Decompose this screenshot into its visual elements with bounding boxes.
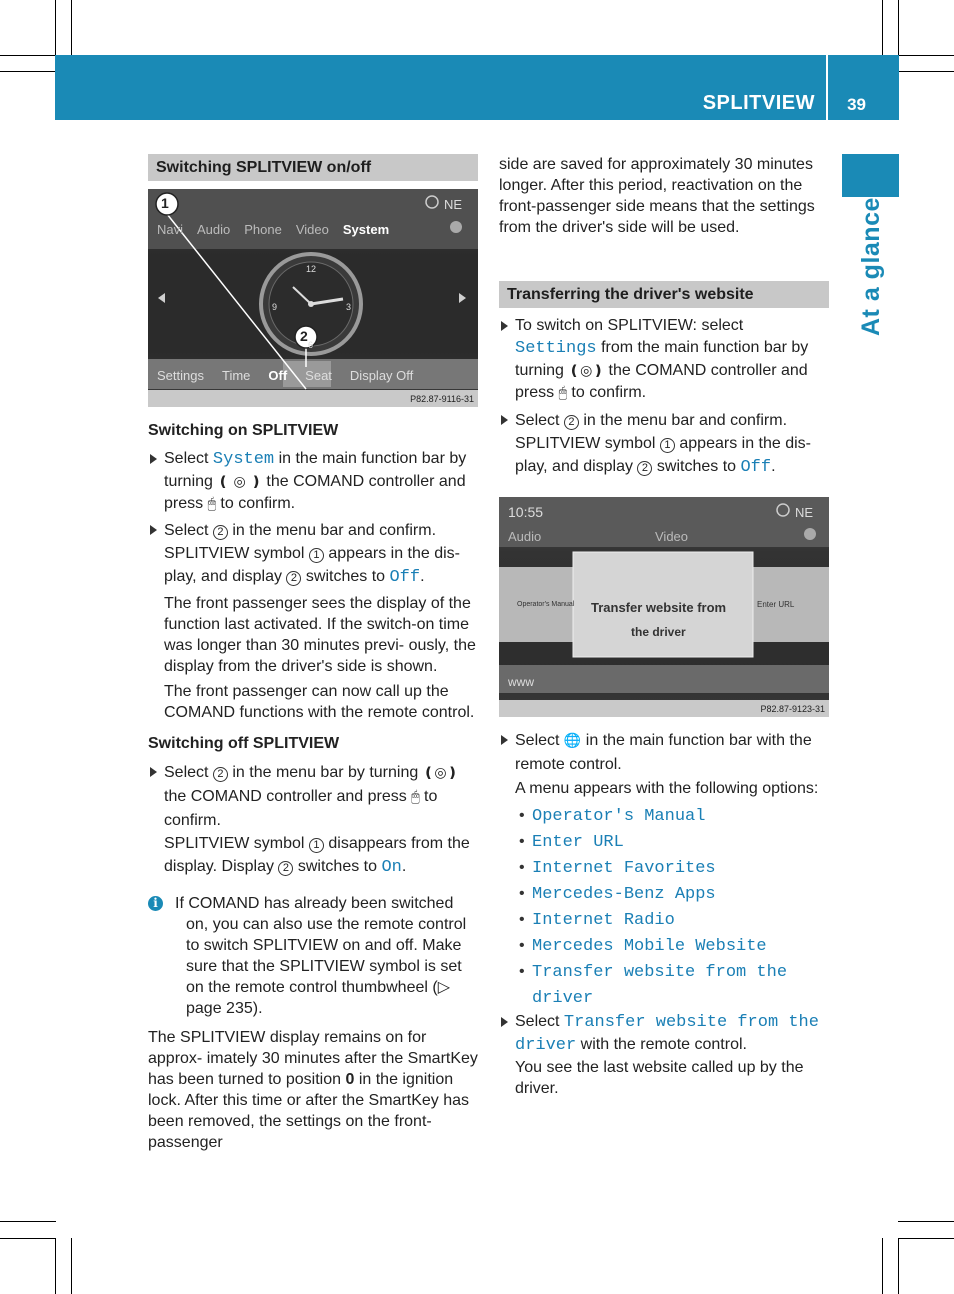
dial-number: 6 bbox=[308, 340, 314, 350]
crop-mark bbox=[898, 1221, 954, 1222]
menu-code: Settings bbox=[515, 339, 597, 358]
menu-code: Off bbox=[740, 458, 772, 477]
text: . bbox=[401, 858, 407, 875]
callout-number: 2 bbox=[213, 767, 228, 782]
crop-mark bbox=[0, 55, 56, 56]
text: disappears from the display. Display bbox=[164, 835, 470, 875]
press-icon: 🖱 bbox=[558, 385, 567, 401]
option-item bbox=[519, 803, 829, 829]
text: the COMAND controller and press bbox=[515, 362, 808, 401]
callout-number: 1 bbox=[309, 838, 324, 853]
fig-status: NE bbox=[795, 505, 814, 520]
crop-mark bbox=[0, 1221, 56, 1222]
fig-callout: 1 bbox=[161, 195, 169, 211]
fig-time: 10:55 bbox=[508, 504, 544, 520]
crop-mark bbox=[898, 0, 899, 56]
fig-center-text: the driver bbox=[631, 625, 686, 639]
subhead-on: Switching on SPLITVIEW bbox=[148, 422, 339, 439]
option-label: Internet Favorites bbox=[532, 859, 716, 878]
option-label: Mercedes Mobile Website bbox=[532, 937, 767, 956]
fig-menu-item: Display Off bbox=[349, 368, 414, 383]
step bbox=[148, 519, 478, 589]
text: Select bbox=[515, 1013, 564, 1030]
callout-number: 1 bbox=[309, 548, 324, 563]
text: To switch on SPLITVIEW: select bbox=[515, 317, 744, 334]
left-column bbox=[148, 154, 478, 1153]
crop-mark bbox=[882, 1238, 883, 1294]
crop-mark bbox=[71, 1238, 72, 1294]
step bbox=[148, 448, 478, 515]
text: switches to bbox=[293, 858, 382, 875]
fig-tab: System bbox=[342, 222, 390, 237]
text: in the ignition lock. After this time or after the SmartKey has been removed, the settings on the front-passenger bbox=[148, 1071, 470, 1151]
side-label: At a glance bbox=[857, 197, 885, 336]
figure-code: P82.87-9116-31 bbox=[410, 394, 474, 404]
paragraph: You see the last website called up by the driver. bbox=[515, 1059, 804, 1097]
option-label: Transfer website from the driver bbox=[532, 963, 788, 1008]
fig-menu-item: Time bbox=[221, 368, 251, 383]
text: in the menu bar and confirm. bbox=[227, 522, 437, 539]
option-label: Mercedes-Benz Apps bbox=[532, 885, 716, 904]
text: from the main function bar by turning bbox=[515, 339, 809, 379]
controller-icon: ❪◎❫ bbox=[568, 363, 605, 379]
fig-status: NE bbox=[444, 197, 463, 212]
option-label: Internet Radio bbox=[532, 911, 675, 930]
paragraph: A menu appears with the following options: bbox=[515, 780, 819, 797]
fig-bottom-text: www bbox=[508, 675, 534, 689]
paragraph: The front passenger can now call up the COMAND functions with the remote control. bbox=[164, 683, 475, 721]
menu-code: Off bbox=[389, 568, 421, 587]
paragraph: The front passenger sees the display of the function last activated. If the switch-on time was longer than 30 minutes previ- ously, the display from the driver's side is shown. bbox=[164, 595, 476, 675]
section-title: Switching SPLITVIEW on/off bbox=[148, 154, 478, 181]
fig-menu-item: Off bbox=[268, 368, 288, 383]
text: Select bbox=[515, 732, 564, 749]
text: Select bbox=[515, 412, 564, 429]
dial-number: 12 bbox=[306, 264, 317, 274]
subhead-off: Switching off SPLITVIEW bbox=[148, 735, 340, 752]
text: SPLITVIEW symbol bbox=[515, 435, 660, 452]
crop-mark bbox=[0, 1238, 56, 1239]
fig-menu bbox=[157, 365, 413, 386]
header-title: SPLITVIEW bbox=[702, 92, 815, 114]
fig-menu-item: Settings bbox=[157, 368, 204, 383]
text: switches to bbox=[652, 458, 741, 475]
controller-icon: ❪ ◎ ❫ bbox=[217, 474, 262, 490]
text: to confirm. bbox=[164, 788, 438, 829]
text: the COMAND controller and press bbox=[164, 473, 466, 512]
fig-card: Enter URL bbox=[757, 600, 795, 609]
fig-tab: Navi bbox=[157, 222, 184, 237]
callout-number: 1 bbox=[660, 438, 675, 453]
fig-tab: Audio bbox=[197, 222, 231, 237]
info-text: If COMAND has already been switched on, you can also use the remote control to switch SPLITVIEW on and off. Make sure that the SPLITVIEW symbol is set on the remote control thumbwheel (▷ page 235). bbox=[175, 895, 467, 1017]
crop-mark bbox=[55, 1238, 56, 1294]
option-item bbox=[519, 959, 829, 1011]
fig-tab: Phone bbox=[244, 222, 282, 237]
press-icon: 🖱 bbox=[207, 496, 216, 512]
step bbox=[499, 315, 829, 404]
callout-number: 2 bbox=[278, 861, 293, 876]
text: Select bbox=[164, 522, 213, 539]
text: SPLITVIEW symbol bbox=[164, 545, 309, 562]
figure-code: P82.87-9123-31 bbox=[760, 704, 825, 714]
text: in the main function bar with the remote control. bbox=[515, 732, 812, 773]
text: in the main function bar by turning bbox=[164, 450, 467, 490]
side-tab bbox=[842, 154, 899, 197]
crop-mark bbox=[55, 0, 56, 56]
text: . bbox=[771, 458, 776, 475]
text: with the remote control. bbox=[576, 1036, 747, 1053]
fig-menu-item: Seat bbox=[305, 368, 332, 383]
option-item bbox=[519, 881, 829, 907]
step bbox=[499, 1011, 829, 1057]
crop-mark bbox=[898, 1238, 954, 1239]
crop-mark bbox=[0, 71, 56, 72]
crop-mark bbox=[898, 55, 954, 56]
text: in the menu bar by turning bbox=[227, 764, 423, 781]
right-column bbox=[499, 154, 829, 1099]
header-divider bbox=[826, 55, 828, 120]
option-item bbox=[519, 933, 829, 959]
dial-number: 3 bbox=[346, 302, 352, 312]
menu-code: On bbox=[381, 858, 402, 877]
figure-transfer-website bbox=[499, 497, 829, 717]
callout-number: 2 bbox=[637, 461, 652, 476]
text: to confirm. bbox=[215, 495, 296, 512]
fig-card: Operator's Manual bbox=[517, 601, 575, 608]
fig-callout: 2 bbox=[300, 328, 308, 344]
bold-text: 0 bbox=[345, 1071, 355, 1088]
step bbox=[148, 761, 478, 879]
text: in the menu bar and confirm. bbox=[578, 412, 788, 429]
callout-number: 2 bbox=[213, 525, 228, 540]
press-icon: 🖱 bbox=[411, 789, 420, 805]
fig-center-text: Transfer website from bbox=[591, 600, 727, 615]
info-icon: i bbox=[148, 896, 163, 911]
figure-splitview-clock bbox=[148, 189, 478, 407]
step bbox=[499, 409, 829, 479]
paragraph bbox=[148, 1027, 478, 1153]
fig-tab: Video bbox=[295, 222, 329, 237]
text: Select bbox=[164, 450, 213, 467]
text: to confirm. bbox=[566, 384, 647, 401]
fig-tabs bbox=[157, 219, 389, 240]
text: The SPLITVIEW display remains on for approx- imately 30 minutes after the SmartKey has been turned to position bbox=[148, 1029, 478, 1088]
crop-mark bbox=[898, 1238, 899, 1294]
option-item bbox=[519, 907, 829, 933]
crop-mark bbox=[898, 71, 954, 72]
fig-tab: Video bbox=[655, 529, 689, 544]
menu-code: Transfer website from the driver bbox=[515, 1013, 819, 1055]
option-label: Operator's Manual bbox=[532, 807, 706, 826]
page-number: 39 bbox=[847, 95, 866, 114]
callout-number: 2 bbox=[564, 415, 579, 430]
info-note bbox=[148, 893, 478, 1019]
option-item bbox=[519, 829, 829, 855]
crop-mark bbox=[882, 0, 883, 56]
step bbox=[499, 729, 829, 776]
dial-number: 9 bbox=[272, 302, 278, 312]
option-label: Enter URL bbox=[532, 833, 624, 852]
menu-code: System bbox=[212, 450, 275, 469]
paragraph: side are saved for approximately 30 minutes longer. After this period, reactivation on the front-passenger side means that the settings from the driver's side will be used. bbox=[499, 156, 815, 236]
globe-icon: 🌐 bbox=[563, 733, 582, 749]
option-item bbox=[519, 855, 829, 881]
controller-icon: ❪◎❫ bbox=[422, 765, 459, 781]
callout-number: 2 bbox=[286, 571, 301, 586]
option-list bbox=[499, 803, 829, 1011]
text: Select bbox=[164, 764, 213, 781]
text: appears in the dis- play, and display bbox=[164, 545, 460, 585]
text: switches to bbox=[301, 568, 390, 585]
text: . bbox=[420, 568, 425, 585]
text: the COMAND controller and press bbox=[164, 788, 412, 805]
text: SPLITVIEW symbol bbox=[164, 835, 309, 852]
section-title: Transferring the driver's website bbox=[499, 281, 829, 308]
page-header bbox=[55, 55, 899, 120]
fig-tab: Audio bbox=[508, 529, 542, 544]
text: appears in the dis- play, and display bbox=[515, 435, 811, 475]
crop-mark bbox=[71, 0, 72, 56]
